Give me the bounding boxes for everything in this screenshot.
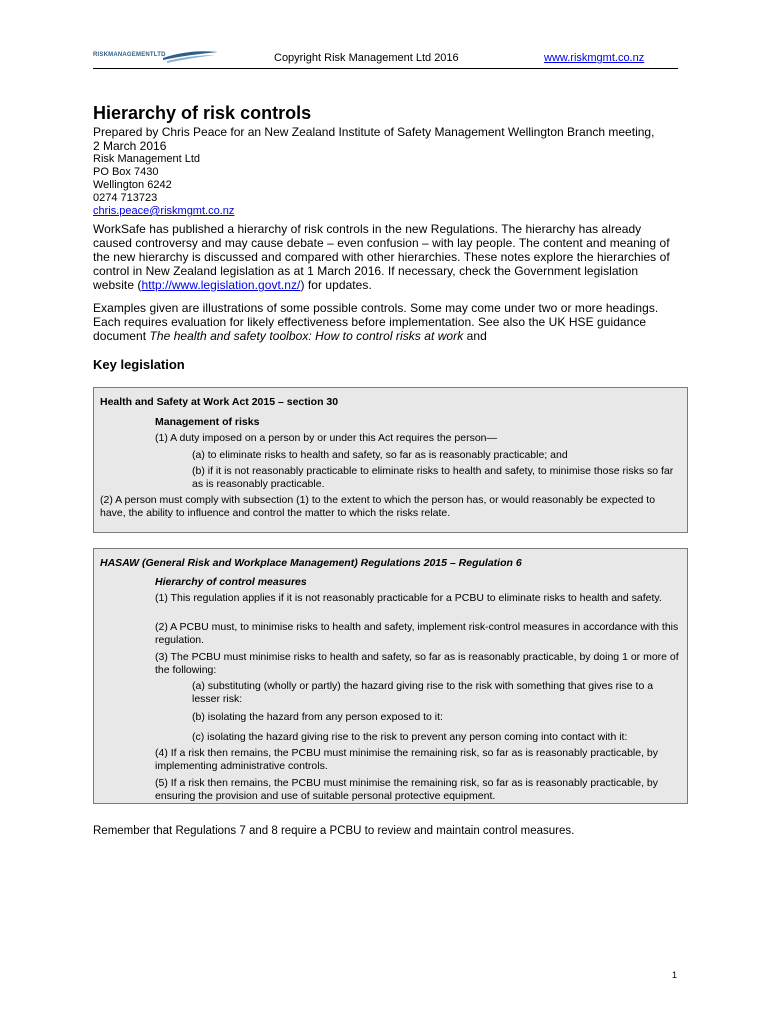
page-header bbox=[93, 44, 678, 69]
clause: (b) isolating the hazard from any person exposed to it: bbox=[192, 711, 443, 723]
paragraph-text: WorkSafe has published a hierarchy of risk controls in the new Regulations. The hierarchy has already caused controversy and may cause debate – even confusion – with lay people. The content and meaning of the new hierarchy is discussed and compared with other hierarchies. These notes explore the hierarchies of control in New Zealand legislation as at 1 March 2016. If necessary, check the Government legislation website ( bbox=[93, 222, 670, 292]
clause: (4) If a risk then remains, the PCBU must minimise the remaining risk, so far as is reasonably practicable, by implementing administrative controls. bbox=[155, 747, 659, 772]
clause: (2) A PCBU must, to minimise risks to health and safety, implement risk-control measures in accordance with this regulation. bbox=[155, 621, 679, 646]
clause: (1) A duty imposed on a person by or under this Act requires the person— bbox=[155, 432, 498, 444]
clause: (c) isolating the hazard giving rise to the risk to prevent any person coming into contact with it: bbox=[192, 731, 628, 743]
guidance-title: The health and safety toolbox: How to control risks at work bbox=[149, 329, 464, 343]
clause: (a) to eliminate risks to health and safety, so far as is reasonably practicable; and bbox=[192, 449, 568, 461]
legislation-box-regulation-6 bbox=[93, 548, 688, 804]
clause: (3) The PCBU must minimise risks to health and safety, so far as is reasonably practicable, by doing 1 or more of the following: bbox=[155, 651, 679, 676]
paragraph-text: ) for updates. bbox=[300, 278, 372, 292]
box-heading: Health and Safety at Work Act 2015 – section 30 bbox=[100, 396, 339, 408]
clause: (2) A person must comply with subsection (1) to the extent to which the person has, or would reasonably be expected to have, the ability to influence and control the matter to which the risks relate. bbox=[100, 494, 656, 519]
box-heading: HASAW (General Risk and Workplace Management) Regulations 2015 – Regulation 6 bbox=[100, 557, 522, 569]
company-logo bbox=[93, 48, 223, 64]
legislation-link[interactable]: http://www.legislation.govt.nz/ bbox=[141, 278, 301, 292]
address-line: Risk Management Ltd bbox=[93, 153, 200, 165]
clause: (1) This regulation applies if it is not reasonably practicable for a PCBU to eliminate risks to health and safety. bbox=[155, 592, 662, 604]
page-number: 1 bbox=[672, 970, 678, 980]
legislation-box-hswa bbox=[93, 387, 688, 533]
email-link[interactable]: chris.peace@riskmgmt.co.nz bbox=[93, 205, 235, 217]
closing-note: Remember that Regulations 7 and 8 require a PCBU to review and maintain control measures. bbox=[93, 825, 575, 837]
section-heading: Key legislation bbox=[93, 357, 185, 372]
address-line: PO Box 7430 bbox=[93, 166, 159, 178]
copyright-text: Copyright Risk Management Ltd 2016 bbox=[274, 52, 459, 64]
clause: (5) If a risk then remains, the PCBU must minimise the remaining risk, so far as is reasonably practicable, by ensuring the provision and use of suitable personal protective equipment. bbox=[155, 777, 659, 802]
box-subheading: Management of risks bbox=[155, 416, 260, 428]
clause: (b) if it is not reasonably practicable to eliminate risks to health and safety, to minimise those risks so far as is reasonably practicable. bbox=[192, 465, 674, 490]
prepared-by: Prepared by Chris Peace for an New Zealand Institute of Safety Management Wellington Branch meeting, 2 March 2016 bbox=[93, 125, 655, 153]
box-subheading: Hierarchy of control measures bbox=[155, 576, 307, 588]
paragraph-text: and bbox=[463, 329, 487, 343]
contact-address bbox=[93, 153, 234, 218]
website-link[interactable]: www.riskmgmt.co.nz bbox=[544, 52, 645, 64]
page-title: Hierarchy of risk controls bbox=[93, 103, 312, 123]
address-line: Wellington 6242 bbox=[93, 179, 172, 191]
paragraph-text: Examples given are illustrations of some possible controls. Some may come under two or more headings. Each requires evaluation for likely effectiveness before implementation. See also the UK HSE guidance document bbox=[93, 301, 659, 343]
clause: (a) substituting (wholly or partly) the hazard giving rise to the risk with something that gives rise to a lesser risk: bbox=[192, 680, 654, 705]
address-line: 0274 713723 bbox=[93, 192, 158, 204]
logo-text: RISKMANAGEMENTLTD bbox=[93, 52, 166, 58]
logo-swoosh-icon bbox=[163, 48, 218, 64]
intro-paragraph bbox=[93, 222, 678, 292]
examples-paragraph bbox=[93, 301, 678, 343]
